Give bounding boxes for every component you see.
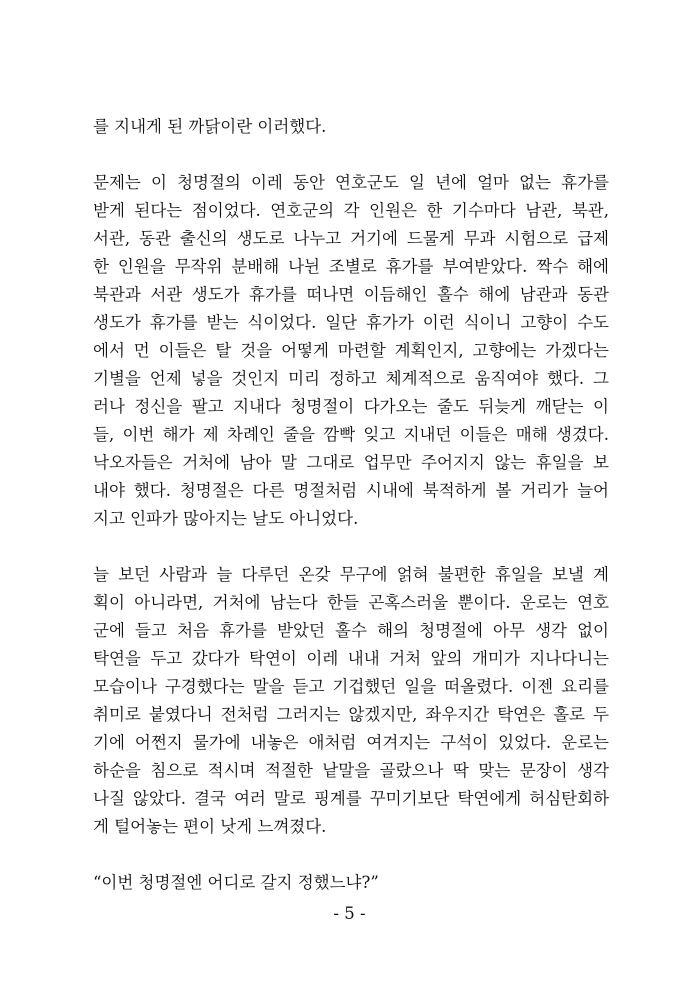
text-line: 들, 이번 해가 제 차례인 줄을 깜빡 잊고 지내던 이들은 매해 생겼다. <box>93 425 609 444</box>
paragraph-gap <box>93 841 609 869</box>
text-line: 서관, 동관 출신의 생도로 나누고 거기에 드물게 무과 시험으로 급제 <box>93 229 609 248</box>
text-line: 늘 보던 사람과 늘 다루던 온갖 무구에 얽혀 불편한 휴일을 보낼 계 <box>93 565 609 584</box>
text-line: 획이 아니라면, 거처에 남는다 한들 곤혹스러울 뿐이다. 운로는 연호 <box>93 593 609 612</box>
text-line: 받게 된다는 점이었다. 연호군의 각 인원은 한 기수마다 남관, 북관, <box>93 201 609 220</box>
text-line: 낙오자들은 거처에 남아 말 그대로 업무만 주어지지 않는 휴일을 보 <box>93 453 609 472</box>
text-line: 모습이나 구경했다는 말을 듣고 기겁했던 일을 떠올렸다. 이젠 요리를 <box>93 677 609 696</box>
text-line: 탁연을 두고 갔다가 탁연이 이레 내내 거처 앞의 개미가 지나다니는 <box>93 649 609 668</box>
text-line: 내야 했다. 청명절은 다른 명절처럼 시내에 북적하게 볼 거리가 늘어 <box>93 481 609 500</box>
dialogue-line: “이번 청명절엔 어디로 갈지 정했느냐?” <box>93 873 379 892</box>
paragraph <box>93 169 609 533</box>
text-line: 지고 인파가 많아지는 날도 아니었다. <box>93 509 359 528</box>
paragraph <box>93 561 609 841</box>
text-line: 게 털어놓는 편이 낫게 느껴졌다. <box>93 817 327 836</box>
text-line: 기별을 언제 넣을 것인지 미리 정하고 체계적으로 움직여야 했다. 그 <box>93 369 609 388</box>
text-line: 기에 어쩐지 물가에 내놓은 애처럼 여겨지는 구석이 있었다. 운로는 <box>93 733 609 752</box>
text-line: 군에 들고 처음 휴가를 받았던 홀수 해의 청명절에 아무 생각 없이 <box>93 621 609 640</box>
text-line: 를 지내게 된 까닭이란 이러했다. <box>93 117 327 136</box>
text-line: 러나 정신을 팔고 지내다 청명절이 다가오는 줄도 뒤늦게 깨닫는 이 <box>93 397 609 416</box>
paragraph <box>93 869 609 897</box>
paragraph <box>93 113 609 141</box>
text-line: 북관과 서관 생도가 휴가를 떠나면 이듬해인 홀수 해에 남관과 동관 <box>93 285 609 304</box>
text-line: 문제는 이 청명절의 이레 동안 연호군도 일 년에 얼마 없는 휴가를 <box>93 173 609 192</box>
text-line: 에서 먼 이들은 탈 것을 어떻게 마련할 계획인지, 고향에는 가겠다는 <box>93 341 609 360</box>
paragraph-gap <box>93 533 609 561</box>
text-line: 한 인원을 무작위 분배해 나뉜 조별로 휴가를 부여받았다. 짝수 해에 <box>93 257 609 276</box>
text-line: 나질 않았다. 결국 여러 말로 핑계를 꾸미기보단 탁연에게 허심탄회하 <box>93 789 609 808</box>
paragraph-gap <box>93 141 609 169</box>
page-body <box>93 113 609 897</box>
text-line: 취미로 붙였다니 전처럼 그러지는 않겠지만, 좌우지간 탁연은 홀로 두 <box>93 705 609 724</box>
page-number: - 5 - <box>333 904 366 923</box>
text-line: 하순을 침으로 적시며 적절한 낱말을 골랐으나 딱 맞는 문장이 생각 <box>93 761 609 780</box>
text-line: 생도가 휴가를 받는 식이었다. 일단 휴가가 이런 식이니 고향이 수도 <box>93 313 609 332</box>
